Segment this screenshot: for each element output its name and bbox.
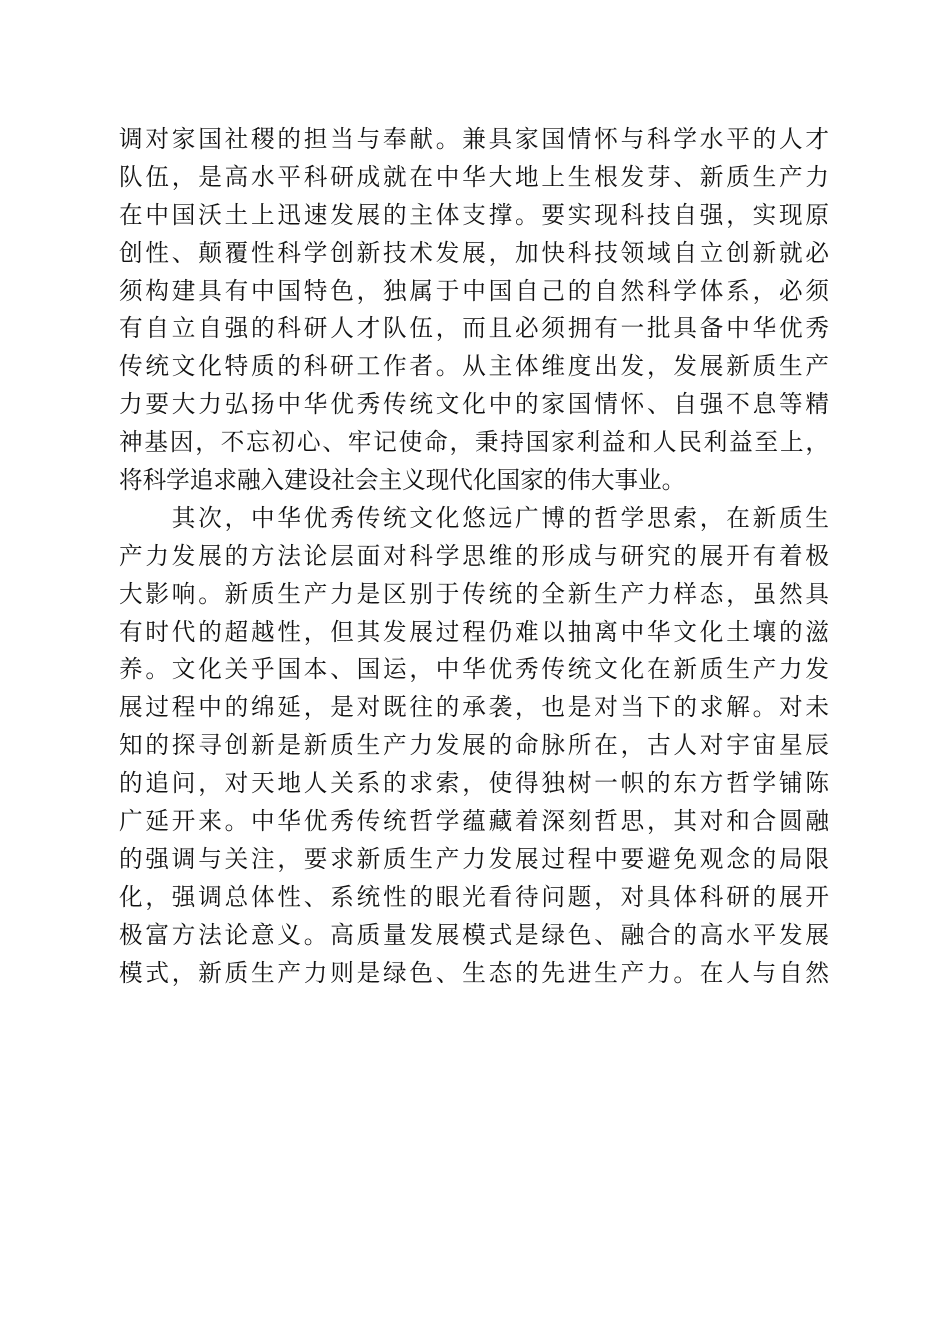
text-line: 的强调与关注，要求新质生产力发展过程中要避免观念的局限 [119, 844, 829, 873]
text-line: 大影响。新质生产力是区别于传统的全新生产力样态，虽然具 [119, 579, 829, 608]
text-line: 调对家国社稷的担当与奉献。兼具家国情怀与科学水平的人才 [119, 125, 829, 153]
text-line: 模式，新质生产力则是绿色、生态的先进生产力。在人与自然 [119, 958, 829, 987]
text-line: 有时代的超越性，但其发展过程仍难以抽离中华文化土壤的滋 [119, 617, 829, 646]
text-line: 化，强调总体性、系统性的眼光看待问题，对具体科研的展开 [119, 882, 829, 911]
text-line: 极富方法论意义。高质量发展模式是绿色、融合的高水平发展 [119, 920, 829, 949]
text-line: 知的探寻创新是新质生产力发展的命脉所在，古人对宇宙星辰 [119, 731, 829, 760]
text-line: 的追问，对天地人关系的求索，使得独树一帜的东方哲学铺陈 [119, 769, 829, 798]
text-line: 神基因，不忘初心、牢记使命，秉持国家利益和人民利益至上， [119, 428, 829, 457]
text-line: 力要大力弘扬中华优秀传统文化中的家国情怀、自强不息等精 [119, 390, 829, 419]
text-line: 产力发展的方法论层面对科学思维的形成与研究的展开有着极 [119, 541, 829, 570]
text-line: 传统文化特质的科研工作者。从主体维度出发，发展新质生产 [119, 352, 829, 381]
text-line: 广延开来。中华优秀传统哲学蕴藏着深刻哲思，其对和合圆融 [119, 807, 829, 836]
text-line: 在中国沃土上迅速发展的主体支撑。要实现科技自强，实现原 [119, 200, 829, 229]
text-line: 须构建具有中国特色，独属于中国自己的自然科学体系，必须 [119, 276, 829, 305]
text-line: 有自立自强的科研人才队伍，而且必须拥有一批具备中华优秀 [119, 314, 829, 343]
text-line: 创性、颠覆性科学创新技术发展，加快科技领域自立创新就必 [119, 238, 829, 267]
body-text [119, 121, 829, 992]
text-line: 展过程中的绵延，是对既往的承袭，也是对当下的求解。对未 [119, 693, 829, 722]
paragraph-end-line: 将科学追求融入建设社会主义现代化国家的伟大事业。 [119, 466, 686, 495]
text-line: 养。文化关乎国本、国运，中华优秀传统文化在新质生产力发 [119, 655, 829, 684]
text-line: 队伍，是高水平科研成就在中华大地上生根发芽、新质生产力 [119, 162, 829, 191]
paragraph-start-line: 其次，中华优秀传统文化悠远广博的哲学思索，在新质生 [119, 503, 829, 532]
